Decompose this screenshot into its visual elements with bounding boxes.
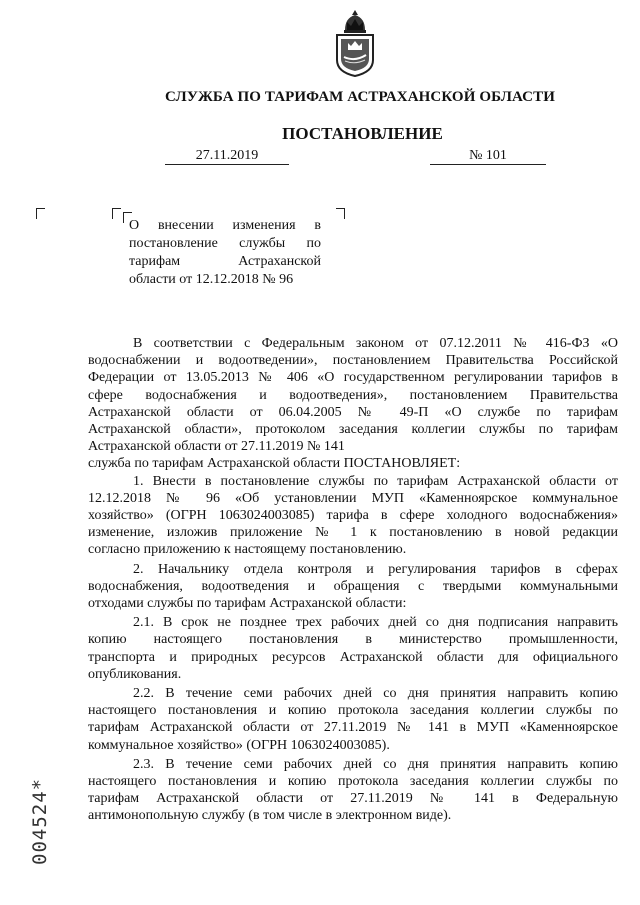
item2-3-line: антимонопольную службу (в том числе в электронном виде).	[88, 808, 452, 824]
item2-line: отходами службы по тарифам Астраханской области:	[88, 596, 407, 612]
preamble-line: сфере водоснабжения и водоотведения», постановлением Правительства	[88, 387, 618, 403]
document-body	[88, 335, 618, 825]
item1-line: хозяйство» (ОГРН 1063024003085) тарифа в сфере холодного водоснабжения»	[88, 508, 618, 524]
item2-1-line: 2.1. В срок не позднее трех рабочих дней со дня подписания направить	[133, 615, 618, 631]
preamble-line: Федерации от 13.05.2013 № 406 «О государственном регулировании тарифов в	[88, 370, 618, 386]
subject-line: О внесении изменения в	[129, 218, 321, 233]
resolves-line: служба по тарифам Астраханской области ПОСТАНОВЛЯЕТ:	[88, 456, 461, 472]
preamble-line: водоснабжении и водоотведении», постановлением Правительства Российской	[88, 353, 618, 369]
preamble-line: Астраханской области», протоколом заседания коллегии службы по тарифам	[88, 422, 618, 438]
item2-line: водоснабжения, водоотведения и обращения с твердыми коммунальными	[88, 578, 618, 594]
corner-mark-subject-left	[112, 208, 121, 219]
item1-line: 1. Внести в постановление службы по тарифам Астраханской области от	[133, 473, 618, 489]
item2-1-line: копию настоящего постановления в министерство промышленности,	[88, 632, 618, 648]
item1-line: 12.12.2018 № 96 «Об установлении МУП «Каменноярское коммунальное	[88, 490, 618, 506]
preamble-line: В соответствии с Федеральным законом от 07.12.2011 № 416-ФЗ «О	[133, 336, 618, 351]
item2-2-line: 2.2. В течение семи рабочих дней со дня принятия направить копию	[133, 686, 618, 702]
item2-1-line: транспорта и природных ресурсов Астраханской области для официального	[88, 649, 618, 665]
item2-2-line: коммунальное хозяйство» (ОГРН 1063024003085).	[88, 737, 390, 753]
corner-mark-left	[36, 208, 45, 219]
item1-line: изменение, изложив приложение № 1 к постановлению в новой редакции	[88, 525, 618, 541]
item2-3-line: тарифам Астраханской области от 27.11.2019 № 141 в Федеральную	[88, 791, 618, 807]
document-date: 27.11.2019	[165, 147, 289, 165]
margin-stamp	[28, 766, 50, 866]
document-subject	[129, 217, 321, 289]
item2-2-line: настоящего постановления и копию протокола заседания коллегии службы по	[88, 703, 618, 719]
organization-name: СЛУЖБА ПО ТАРИФАМ АСТРАХАНСКОЙ ОБЛАСТИ	[165, 89, 555, 105]
margin-stamp-text: 004524*	[29, 777, 51, 865]
item2-3-line: 2.3. В течение семи рабочих дней со дня принятия направить копию	[133, 756, 618, 772]
coat-of-arms-icon	[331, 8, 379, 78]
preamble-line: Астраханской области от 27.11.2019 № 141	[88, 439, 345, 455]
subject-line: области от 12.12.2018 № 96	[129, 272, 294, 287]
subject-line: тарифам Астраханской	[129, 254, 321, 269]
item2-3-line: настоящего постановления и копию протокола заседания коллегии службы по	[88, 774, 618, 790]
item2-line: 2. Начальнику отдела контроля и регулирования тарифов в сферах	[133, 561, 618, 577]
item2-1-line: опубликования.	[88, 666, 182, 682]
document-number: № 101	[430, 147, 546, 165]
corner-mark-subject-right	[336, 208, 345, 219]
preamble-line: Астраханской области от 06.04.2005 № 49-П «О службе по тарифам	[88, 404, 618, 420]
item1-line: согласно приложению к настоящему постановлению.	[88, 542, 407, 558]
item2-2-line: тарифам Астраханской области от 27.11.2019 № 141 в МУП «Каменноярское	[88, 720, 618, 736]
document-title: ПОСТАНОВЛЕНИЕ	[282, 124, 443, 143]
subject-line: постановление службы по	[129, 236, 321, 251]
